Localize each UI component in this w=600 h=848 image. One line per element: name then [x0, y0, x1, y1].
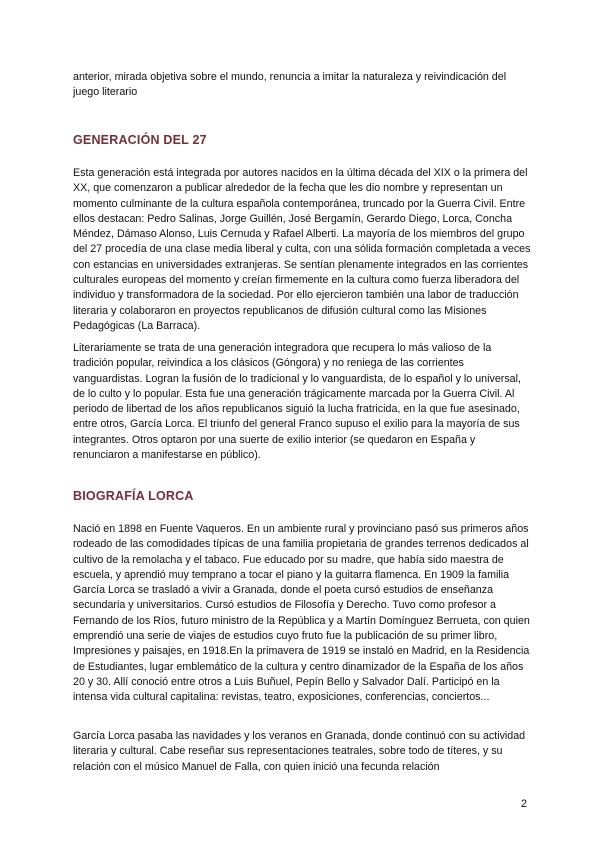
paragraph-generacion-27-1: Esta generación está integrada por autores nacidos en la última década del XIX o la primera del XX, que comenzaron a publicar alrededor de la fecha que les dio nombre y representan un momento culminante de la cultura española contemporánea, truncado por la Guerra Civil. Entre ellos destacan: Pedro Salinas, Jorge Guillén, José Bergamín, Gerardo Diego, Lorca, Concha Méndez, Dámaso Alonso, Luis Cernuda y Rafael Alberti. La mayoría de los miembros del grupo del 27 procedía de una clase media liberal y culta, con una sólida formación completada a veces con estancias en universidades extranjeras. Se sentían plenamente integrados en las corrientes culturales europeas del momento y creían firmemente en la cultura como fuerza liberadora del individuo y transformadora de la sociedad. Por ello ejercieron también una labor de traducción literaria y colaboraron en proyectos republicanos de difusión cultural como las Misiones Pedagógicas (La Barraca).: [73, 167, 531, 332]
section-heading-biografia-lorca: BIOGRAFÍA LORCA: [73, 489, 194, 503]
section-heading-generacion-27: GENERACIÓN DEL 27: [73, 133, 207, 147]
paragraph-biografia-2: García Lorca pasaba las navidades y los veranos en Granada, donde continuó con su actividad literaria y cultural. Cabe reseñar sus representaciones teatrales, sobre todo de títeres, y su relación con el músico Manuel de Falla, con quien inició una fecunda relación: [73, 730, 526, 773]
paragraph-generacion-27-2: Literariamente se trata de una generación integradora que recupera lo más valioso de la tradición popular, reivindica a los clásicos (Góngora) y no reniega de las corrientes vanguardistas. Logran la fusión de lo tradicional y lo vanguardista, de lo español y lo universal, de lo culto y lo popular. Esta fue una generación trágicamente marcada por la Guerra Civil. Al periodo de libertad de los años republicanos siguió la lucha fratricida, en la que fue asesinado, entre otros, García Lorca. El triunfo del general Franco supuso el exilio para la mayoría de sus integrantes. Otros optaron por una suerte de exilio interior (se quedaron en España y renunciaron a manifestarse en público).: [73, 342, 521, 462]
page-number: 2: [520, 798, 527, 810]
paragraph-biografia-1: Nació en 1898 en Fuente Vaqueros. En un ambiente rural y provinciano pasó sus primeros años rodeado de las comodidades típicas de una familia propietaria de grandes terrenos dedicados al cultivo de la remolacha y el tabaco. Fue educado por su madre, que había sido maestra de escuela, y aprendió muy temprano a tocar el piano y la guitarra flamenca. En 1909 la familia García Lorca se trasladó a vivir a Granada, donde el poeta cursó estudios de enseñanza secundaria y universitarios. Cursó estudios de Filosofía y Derecho. Tuvo como profesor a Fernando de los Ríos, futuro ministro de la República y a Martín Domínguez Berrueta, con quien emprendió una serie de viajes de estudios cuyo fruto fue la publicación de su primer libro, Impresiones y paisajes, en 1918.En la primavera de 1919 se instaló en Madrid, en la Residencia de Estudiantes, lugar emblemático de la cultura y centro dinamizador de la España de los años 20 y 30. Allí conoció entre otros a Luis Buñuel, Pepín Bello y Salvador Dalí. Participó en la intensa vida cultural capitalina: revistas, teatro, exposiciones, conferencias, conciertos...: [73, 523, 530, 704]
intro-paragraph: anterior, mirada objetiva sobre el mundo, renuncia a imitar la naturaleza y reivindicación del juego literario: [73, 71, 507, 99]
